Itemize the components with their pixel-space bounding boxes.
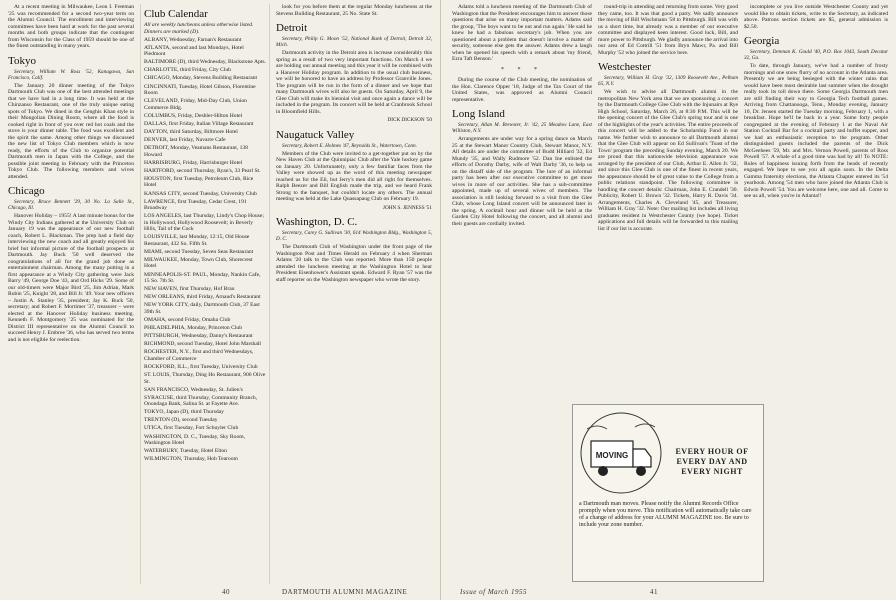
chicago-heading: Chicago — [8, 185, 45, 197]
calendar-entry: WILMINGTON, Thursday, Hob Tearoom — [144, 456, 238, 463]
calendar-entry: ALBANY, Wednesday, Farnan's Restaurant — [144, 36, 242, 43]
ad-headline: EVERY HOUR OF EVERY DAY AND EVERY NIGHT — [675, 447, 749, 476]
washington-text: The Dartmouth Club of Washington under the front page of the Washington Post and Times Herald on February 4 when Sherman Adams '20 talk to the Club was reported. More than 150 people attended the luncheon meeting at the Washington Hotel to hear President Eisenhower's Assistant speak. Edward F. Ryan '57 was the staff reporter on the Washington newspaper who wrote the story. — [276, 244, 432, 283]
left-page — [0, 0, 441, 600]
adams-text: Adams told a luncheon meeting of the Dartmouth Club of Washington that the President encourages him to answer those questions that arise on many important matters. Adams said the group, 'The boys want to be out and run again.' He said he knew he had a fabulous secretary's job. When you are questioned about a problem that doesn't involve a matter of security, someone else gets the answer. Adams drew a laugh when he opened his speech with a remark about 'my friend, Ezra Taft Benson.' — [452, 4, 592, 62]
westchester-secretary: Secretary, William H. Gray '32, 1309 Roosevelt Ave., Pelham 65, N.Y. — [598, 75, 738, 87]
right-column-1 — [452, 4, 592, 584]
calendar-entry: SAN FRANCISCO, Wednesday, St. Julien's — [144, 386, 243, 393]
long-island-text: Arrangements are under way for a spring dance on March 25 at the Stewart Manor Country Club, Stewart Manor, N.Y. All details are under the committee of Budd Hilliard '32, Ed Mundy '35, and Wally Rudmore '52. Dan Ine enlisted the efforts of Dorothy Darby, wife of Walt Darby '36, to help us on the distaff side of the program. The lure of an informal party has been after our executive committee to get more wives in more of our activities. She has a sub-committee appointed, made up of several wives of members. The association is still looking forward to a visit from the Glee Club, whose Long Island concert will be announced later in the spring. A cocktail hour and dinner will be held at the Garden City Hotel following the concert, and all alumni and their guests are cordially invited. — [452, 136, 592, 227]
naugatuck-text: Members of the Club were invited to a get-together put on by the New Haven Club at the Quinnipiac Club after the Yale hockey game on January 20. Unfortunately, only a few familiar faces from the Valley were showed up as the word of this meeting newspaper reached us for the Eli, but Jerry's men did all right for themselves. Ralph Beezer and Bill English made the trip, and we heard Frank Strong to the banquet, but couldn't locate any others. The annual meeting was held at the Lake Quassapaug Club on February 19. — [276, 150, 432, 202]
calendar-entry: ROCKFORD, ILL., first Tuesday, University Club — [144, 363, 258, 370]
calendar-entry: NEW HAVEN, first Thursday, Hof Brau — [144, 286, 235, 293]
westchester-heading: Westchester — [598, 61, 651, 73]
section-separator: * * * — [501, 66, 543, 73]
long-island-secretary: Secretary, Allan M. Brewster, Jr. '42, 25 Meadow Lane, East Williston, N.Y. — [452, 122, 592, 134]
tickets-text: incomplete or you live outside Westchester County and yet would like to obtain tickets, write to the Secretary, as indicated above. Patrons section tickets are $5, general admission is $2.50. — [744, 4, 888, 30]
right-column-2 — [598, 4, 738, 400]
calendar-entry: DAYTON, third Saturday, Biltmore Hotel — [144, 128, 238, 135]
detroit-signature: DICK DICKSON '50 — [387, 117, 432, 123]
detroit-text: Dartmouth activity in the Detroit area is increase considerably this spring as a result of two very important functions. On March 4 we are holding our annual meeting and this year it will be combined with a Hanover Holiday program. In addition to the usual club business, we will be honored to have an address by Professor Granville Jones. The program will be run in the form of a dinner and we hope that many Dartmouth wives will also be guests. On Saturday, April 9, the Glee Club will make its biennial visit and once again a dance will be included in the program. Its concert will be held at Cranbrook School in Bloomfield Hills. — [276, 50, 432, 115]
calendar-entry: DENVER, last Friday, Navarre Cafe — [144, 137, 226, 144]
calendar-entry: ST. LOUIS, Thursday, Ding Ho Restaurant, 906 Olive St. — [144, 372, 266, 385]
right-footer-issue: Issue of March 1955 — [460, 588, 527, 596]
calendar-entry: HOUSTON, first Tuesday, Petroleum Club, Rice Hotel — [144, 175, 254, 189]
calendar-heading: Club Calendar — [144, 8, 208, 20]
georgia-heading: Georgia — [744, 35, 780, 47]
chicago-text: Hanover Holiday – 1955! A last minute bonus for the Windy City Indians gathered at the University Club on January 19 was the appearance of our new football coach, Robert L. Blackman. The prep had a field day interviewing the new coach and all greatly enjoyed his brief but informal picture of the football prospects at Dartmouth. Jay Buck '50 well deserved the congratulations of all for the grand job done as entertainment chairman. Among the many putting in a first appearance at a Windy City gathering were Jack Barry '49, George Doe '43, and Ord Hicks '29. Some of our old-timers were Major Bird '25, Jim Adrian, Mark Rubin '25, Knight '28, and Bill Jr. '49. Your new officers – Justin A. Stanley '35, president; Jay K. Buck '50, secretary; and Robert F. Mortimer '37, treasurer – were elected at the Hanover Holiday business meeting. Kenneth F. Montgomery '25 was nominated for the District III representative on the Alumni Council to succeed Henry J. Embree '36, who has served two terms and is not eligible for reelection. — [8, 213, 134, 343]
calendar-entry: LOUISVILLE, last Monday, 12:15, Old House Restaurant, 432 So. Fifth St. — [144, 234, 250, 247]
calendar-entry: PHILADELPHIA, Monday, Princeton Club — [144, 325, 242, 332]
chicago-secretary: Secretary, Bruce Bennett '29, 30 No. La Salle St., Chicago, Ill. — [8, 199, 134, 211]
calendar-entry: UTICA, first Tuesday, Fort Schuyler Club — [144, 425, 239, 432]
left-page-number: 40 — [222, 588, 230, 596]
right-page — [446, 0, 896, 600]
detroit-secretary: Secretary, Philip G. Moon '52, National Bank of Detroit, Detroit 32, Mich. — [276, 36, 432, 48]
calendar-entry: LOS ANGELES, last Thursday, Lindy's Chop House; in Hollywood, Hollywood Roosevelt; in Beverly Hills, Tail of the Cock — [144, 213, 264, 233]
long-island-heading: Long Island — [452, 108, 505, 120]
calendar-entry: ATLANTA, second and last Mondays, Hotel Piedmont — [144, 44, 244, 58]
calendar-entry: DETROIT, Monday, Veamans Restaurant, 138 Howard — [144, 145, 248, 158]
calendar-entry: HARTFORD, second Thursday, Ryan's, 33 Pearl St. — [144, 167, 261, 174]
calendar-entry: DALLAS, first Friday, Italian Village Restaurant — [144, 120, 254, 127]
intro-paragraph: At a recent meeting in Milwaukee, Leon I. Freeman '25 was recommended for a second two-year term on the Alumni Council. The enrollment and interviewing committees have been hard at work for the past several months and both groups indicate that the contingent from Wisconsin for the Class of 1959 should be one of the finest outstanding in many years. — [8, 4, 134, 49]
calendar-intro: All are weekly luncheons unless otherwise listed. Dinners are marked (D). — [144, 22, 254, 35]
westchester-text: We wish to advise all Dartmouth alumni in the metropolitan New York area that we are sponsoring a concert by the Dartmouth College Glee Club with the Injunairs at Rye High School, Saturday, March 26, at 8:30 P.M. This will be the opening concert of the Glee Club's spring tour and is one of the highlights of the year's activities. The entire proceeds of this concert will be added to the Scholarship Fund in our name. We further wish to announce to all Dartmouth alumni that the Glee Club will appear on Ed Sullivan's 'Toast of the Town' program the preceding Sunday evening, March 20. We are proud that this nationwide television appearance was arranged by the president of our Club, Arthur E. Allen Jr. '32, and since this Glee Club is one of the finest in recent years, the appearance should be of great value to the College from a public relations standpoint. The following committee is handling the concert details: Chairman, John E. Crandell '30. Publicity, Robert U. Brown '32. Tickets, Harry R. Davis '34. Arrangements, Charles A. Cleveland '45, and Treasurer, William H. Gray '32. Note: Our mailing list includes all living graduates resident in Westchester County (we hope). Ticket applications and full details will be forwarded to this mailing list if our list is accurate. — [598, 89, 738, 232]
continued-text: look for you before them at the regular Monday luncheons at the Stevens Building Restaurant, 25 No. State St. — [276, 4, 432, 17]
right-column-3 — [744, 4, 888, 584]
calendar-entry: ROCHESTER, N.Y., first and third Wednesdays, Chamber of Commerce — [144, 349, 254, 362]
tokyo-text: The January 20 dinner meeting of the Tokyo Dartmouth Club was one of the best attended meetings that we have had in a long time. It was held at the Chinzanso Restaurant, one of the truly unique eating spots of Tokyo. We dined in the Genghis Khan style in their Mongolian Dining Room, where all the food is cooked right in front of you over red hot coals and the stove is your dinner table. The food was excellent and the spirit the same. Among other things we discussed the new list of Tokyo Club members which is now ready, the efforts of the Club to organize potential Dartmouth men in Japan with the College, and the possible joint meeting in February with the Princeton Tokyo Club. The following members and wives attended. — [8, 82, 134, 180]
truck-label: MOVING — [595, 451, 629, 460]
ad-text: a Dartmouth man moves. Please notify the Alumni Records Office promptly when you move. This notification will automatically take care of a change of address for your ALUMNI MAGAZINE too. Be sure to include your zone number. — [579, 501, 752, 528]
calendar-list — [144, 37, 266, 463]
washington-heading: Washington, D. C. — [276, 216, 358, 228]
calendar-entry: WATERBURY, Tuesday, Hotel Elton — [144, 448, 227, 455]
calendar-entry: LAWRENCE, first Tuesday, Cedar Crest, 191 Broadway — [144, 198, 247, 212]
calendar-entry: MILWAUKEE, Monday, Town Club, Shorecrest Hotel — [144, 256, 253, 270]
calendar-entry: CHARLOTTE, third Friday, City Club — [144, 67, 231, 74]
calendar-entry: WASHINGTON, D. C., Tuesday, Sky Room, Washington Hotel — [144, 433, 246, 447]
naugatuck-secretary: Secretary, Robert E. Holmes '47, Reynolds St., Watertown, Conn. — [282, 142, 417, 149]
georgia-text: To date, through January, we've had a number of frosty mornings and one snow flurry of no account in the Atlanta area. Presently we are being besieged with the winter rains that would have been most desirable last summer when the drought really took its toll down there. Some Georgia Dartmouth men are still finding their way to Georgia Tech football games. Arriving from Chattanooga, Tenn., Monday evening, January 10, Dr. Jensen started the Tuesday morning, February 1, with a breakfast. Hope he'll be back in a year. Some forty people congregated at the evening of February 1 at the Naval Air Station Cocktail Bar for a cocktail party and buffet supper, and we had an enthusiastic reception to the program. Other distinguished guests included the parents of the Dick McGeehees '59, Mr. and Mrs. Vernon Powell, parents of Ross Powell '57. A whale of a good time was had by all! To NOTE: Rules of happiness issuing forth from the heads of recently engaged. We hope to see you all again soon. In the Delta Gamma fraternity elections, the Atlanta Chapter entered its '54 yearbook. Among '54 men who have joined the Atlanta Club is Edwin Powell '54. You are welcome here, one and all. Come to see us all, when you're in Atlanta!! — [744, 63, 888, 199]
right-page-number: 41 — [650, 588, 658, 596]
pittsburgh-text: round-trip in attending and returning from some. Very good they came, too. It was that good a party. We sadly announce the moving of Bill Wischmann '58 to Pittsburgh. Bill was with us a short time, but already was a member of our executive committee and displayed keen interest. Good luck, Bill, and more power to Pittsburgh. We gladly announce the arrival into our area of Ed Cottrill '51 from Bryn Mawr, Pa. and Bill Murphy '52 who joined the service here. — [598, 4, 738, 56]
calendar-entry: CLEVELAND, Friday, Mid-Day Club, Union Commerce Bldg. — [144, 98, 247, 111]
tokyo-secretary: Secretary, William W. Ross '52, Kanagawa, San Francisco, Calif. — [8, 68, 134, 81]
left-column-3 — [276, 4, 432, 584]
calendar-entry: RICHMOND, second Tuesday, Hotel John Marshall — [144, 341, 261, 348]
left-footer-title: DARTMOUTH ALUMNI MAGAZINE — [282, 588, 408, 596]
calendar-entry: SYRACUSE, third Thursday, Community Branch, Onondaga Bank, Salina St. at Fayette Ave. — [144, 394, 258, 408]
calendar-entry: NEW YORK CITY, daily, Dartmouth Club, 37 East 39th St. — [144, 302, 260, 315]
calendar-entry: MIAMI, second Tuesday, Seven Seas Restaurant — [144, 248, 254, 255]
calendar-entry: KANSAS CITY, second Tuesday, University Club — [144, 190, 257, 197]
during-text: During the course of the Club meeting, the nomination of the Hon. Clarence Opper '18, Judge of the Tax Court of the United States, was approved as Alumni Council representative. — [452, 77, 592, 103]
calendar-entry: MINNEAPOLIS-ST. PAUL, Monday, Nankin Cafe, 15 So. 7th St. — [144, 271, 261, 285]
calendar-entry: TRENTON (D), second Tuesday — [144, 417, 218, 424]
calendar-entry: CHICAGO, Monday, Stevens Building Restaurant — [144, 75, 258, 82]
calendar-entry: PITTSBURGH, Wednesday, Danny's Restaurant — [144, 333, 253, 340]
calendar-entry: COLUMBUS, Friday, Deshler-Hilton Hotel — [144, 112, 243, 119]
moving-truck-icon — [577, 409, 665, 497]
detroit-heading: Detroit — [276, 22, 308, 34]
moving-advertisement — [572, 404, 764, 582]
calendar-entry: HARRISBURG, Friday, Harrisburger Hotel — [144, 159, 243, 166]
calendar-entry: BALTIMORE (D), third Wednesday, Blackstone Apts. — [144, 59, 266, 66]
calendar-entry: OMAHA, second Friday, Omaha Club — [144, 316, 231, 323]
calendar-entry: CINCINNATI, Tuesday, Hotel Gibson, Florentine Room — [144, 83, 256, 97]
calendar-entry: NEW ORLEANS, third Friday, Arnaud's Restaurant — [144, 294, 261, 301]
left-column-1 — [8, 4, 134, 584]
naugatuck-signature: JOHN S. JENNESS '51 — [382, 204, 432, 211]
naugatuck-heading: Naugatuck Valley — [276, 128, 355, 141]
club-calendar — [140, 4, 270, 584]
tokyo-heading: Tokyo — [8, 54, 36, 67]
calendar-entry: TOKYO, Japan (D), third Thursday — [144, 409, 224, 416]
washington-secretary: Secretary, Carey G. Sullivan '30, 614 Washington Bldg., Washington 5, D. C. — [276, 230, 432, 242]
georgia-secretary: Secretary, Denman K. Gould '40, P.O. Box 1043, South Decatur 32, Ga. — [744, 49, 888, 61]
